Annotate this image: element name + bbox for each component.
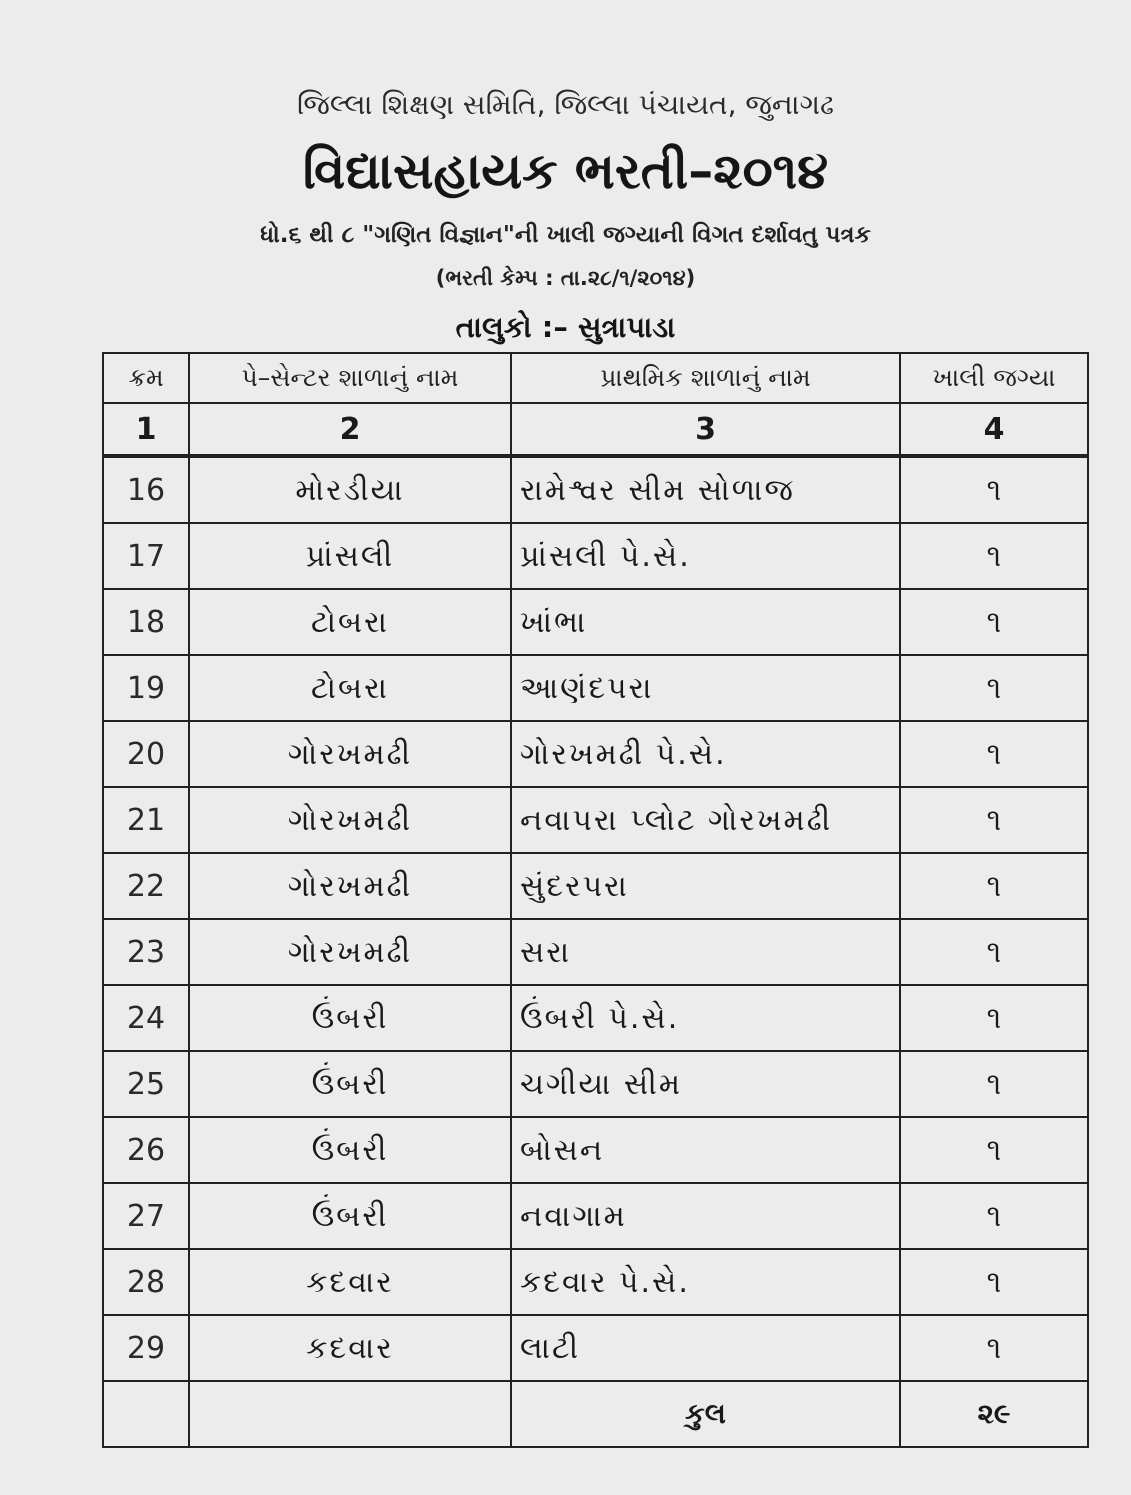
pay-center-cell: ગોરખમઢી [189,853,511,919]
serial-cell: 26 [103,1117,189,1183]
column-number: 3 [511,403,900,456]
vacancy-cell: ૧ [900,1315,1088,1381]
table-row [103,1117,1088,1183]
pay-center-cell: ટોબરા [189,589,511,655]
pay-center-cell: ગોરખમઢી [189,919,511,985]
vacancy-cell: ૧ [900,787,1088,853]
column-number-row [103,403,1088,456]
total-empty-cell [103,1381,189,1447]
school-cell: કદવાર પે.સે. [511,1249,900,1315]
camp-date: (ભરતી કેમ્પ : તા.૨૮/૧/૨૦૧૪) [435,266,696,290]
column-number: 2 [189,403,511,456]
pay-center-cell: ઉંબરી [189,1051,511,1117]
table-row [103,787,1088,853]
pay-center-cell: ગોરખમઢી [189,787,511,853]
serial-cell: 24 [103,985,189,1051]
vacancy-cell: ૧ [900,1249,1088,1315]
vacancy-cell: ૧ [900,523,1088,589]
total-label: કુલ [511,1381,900,1447]
vacancy-cell: ૧ [900,589,1088,655]
table-header-row [103,353,1088,403]
school-cell: ગોરખમઢી પે.સે. [511,721,900,787]
total-empty-cell [189,1381,511,1447]
column-number: 4 [900,403,1088,456]
table-row [103,985,1088,1051]
serial-cell: 25 [103,1051,189,1117]
table-row [103,523,1088,589]
table-row [103,1315,1088,1381]
serial-cell: 27 [103,1183,189,1249]
school-cell: સુંદરપરા [511,853,900,919]
pay-center-cell: મોરડીયા [189,456,511,523]
vacancy-cell: ૧ [900,1117,1088,1183]
document-subtitle: ધો.૬ થી ૮ "ગણિત વિજ્ઞાન"ની ખાલી જગ્યાની વિગત દર્શાવતુ પત્રક [260,222,871,248]
pay-center-cell: ટોબરા [189,655,511,721]
school-cell: રામેશ્વર સીમ સોળાજ [511,456,900,523]
taluka-name: તાલુકો :– સુત્રાપાડા [455,310,676,344]
pay-center-cell: ઉંબરી [189,1183,511,1249]
header-vacancy: ખાલી જગ્યા [900,353,1088,403]
table-row [103,1249,1088,1315]
school-cell: પ્રાંસલી પે.સે. [511,523,900,589]
school-cell: બોસન [511,1117,900,1183]
school-cell: આણંદપરા [511,655,900,721]
serial-cell: 18 [103,589,189,655]
pay-center-cell: પ્રાંસલી [189,523,511,589]
table-row [103,721,1088,787]
document-title: વિદ્યાસહાયક ભરતી–૨૦૧૪ [302,142,829,200]
pay-center-cell: ગોરખમઢી [189,721,511,787]
vacancy-table [102,352,1089,1448]
serial-cell: 23 [103,919,189,985]
table-row [103,919,1088,985]
vacancy-cell: ૧ [900,655,1088,721]
vacancy-cell: ૧ [900,1183,1088,1249]
serial-cell: 19 [103,655,189,721]
vacancy-cell: ૧ [900,721,1088,787]
serial-cell: 29 [103,1315,189,1381]
total-row [103,1381,1088,1447]
school-cell: નવાગામ [511,1183,900,1249]
pay-center-cell: કદવાર [189,1315,511,1381]
total-value: ૨૯ [900,1381,1088,1447]
pay-center-cell: કદવાર [189,1249,511,1315]
table-row [103,655,1088,721]
column-number: 1 [103,403,189,456]
table-row [103,456,1088,523]
header-serial: ક્રમ [103,353,189,403]
school-cell: લાટી [511,1315,900,1381]
pay-center-cell: ઉંબરી [189,1117,511,1183]
serial-cell: 16 [103,456,189,523]
header-school: પ્રાથમિક શાળાનું નામ [511,353,900,403]
table-row [103,1051,1088,1117]
school-cell: ખાંભા [511,589,900,655]
vacancy-cell: ૧ [900,456,1088,523]
serial-cell: 17 [103,523,189,589]
office-name: જિલ્લા શિક્ષણ સમિતિ, જિલ્લા પંચાયત, જુનાગઢ [297,88,834,121]
school-cell: સરા [511,919,900,985]
serial-cell: 20 [103,721,189,787]
vacancy-cell: ૧ [900,853,1088,919]
serial-cell: 22 [103,853,189,919]
header-pay-center: પે–સેન્ટર શાળાનું નામ [189,353,511,403]
table-row [103,1183,1088,1249]
school-cell: નવાપરા પ્લોટ ગોરખમઢી [511,787,900,853]
school-cell: ચગીયા સીમ [511,1051,900,1117]
table-row [103,589,1088,655]
vacancy-cell: ૧ [900,919,1088,985]
serial-cell: 28 [103,1249,189,1315]
table-row [103,853,1088,919]
pay-center-cell: ઉંબરી [189,985,511,1051]
vacancy-cell: ૧ [900,1051,1088,1117]
vacancy-cell: ૧ [900,985,1088,1051]
serial-cell: 21 [103,787,189,853]
school-cell: ઉંબરી પે.સે. [511,985,900,1051]
